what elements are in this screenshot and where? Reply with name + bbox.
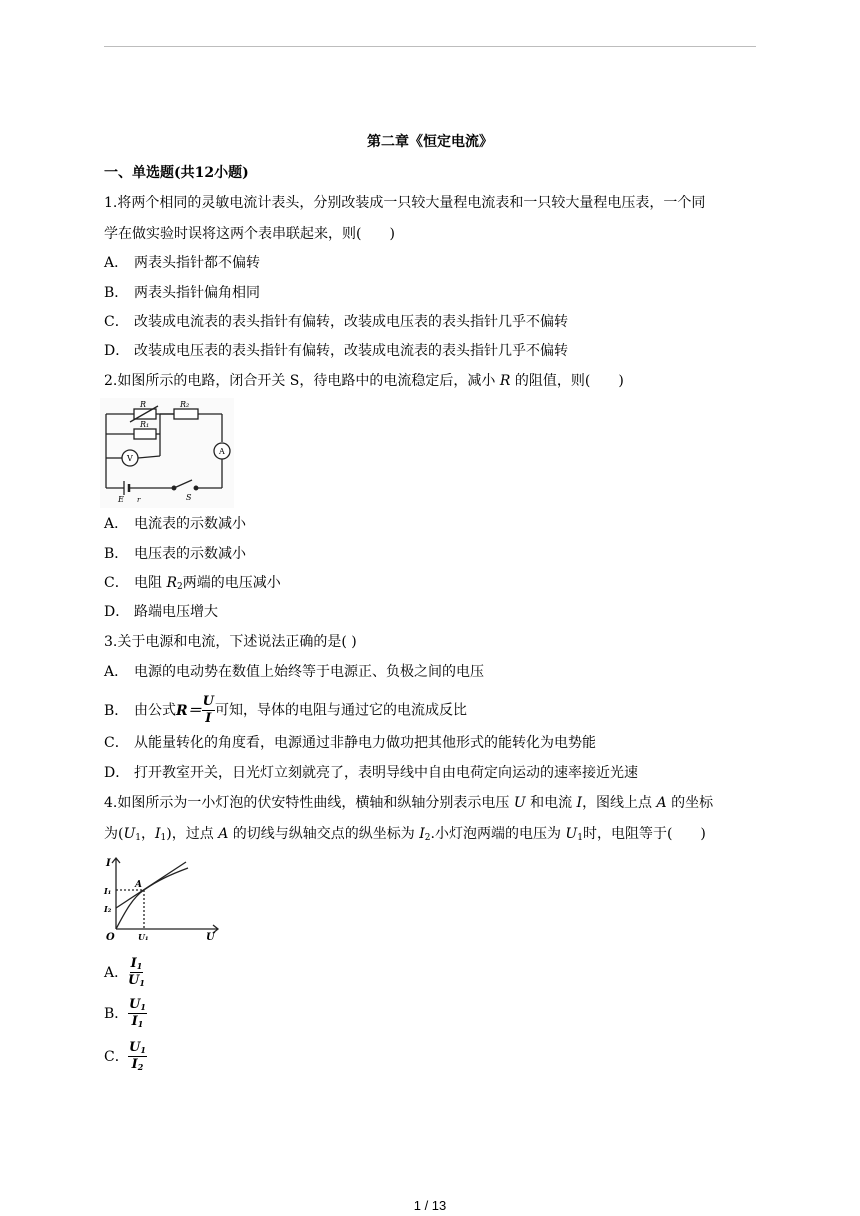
option-label: B． [104,702,129,719]
stem-var: U [513,795,526,811]
q3-stem: 3.关于电源和电流，下述说法正确的是( ) [104,634,357,650]
option-text: 打开教室开关，日光灯立刻就亮了，表明导线中自由电荷定向运动的速率接近光速 [134,765,638,781]
option-label: A． [104,964,129,981]
option-label: C． [104,575,129,591]
option-label: D． [104,604,130,620]
q2-option-a [104,514,246,534]
option-text: 改装成电压表的表头指针有偏转，改装成电流表的表头指针几乎不偏转 [134,343,568,359]
stem-sub: 1 [160,833,167,843]
fraction-var: U [129,997,141,1012]
option-text: 电源的电动势在数值上始终等于电源正、负极之间的电压 [134,664,484,680]
q1-stem-line2: 学在做实验时误将这两个表串联起来，则( ) [104,226,395,242]
option-label: B． [104,1005,129,1022]
option-text: 电流表的示数减小 [134,516,246,532]
q2-stem [104,371,624,391]
page-number: 1 / 13 [413,1198,447,1213]
stem-text: 的坐标 [666,795,714,811]
stem-text: )，过点 [166,826,219,842]
option-text-post: 两端的电压减小 [182,575,281,591]
tick-i2: I₂ [104,904,112,914]
stem-text: 4.如图所示为一小灯泡的伏安特性曲线，横轴和纵轴分别表示电压 [104,795,514,811]
page-title: 第二章《恒定电流》 [367,134,493,150]
option-text: 路端电压增大 [134,604,218,620]
option-text: 两表头指针偏角相同 [134,285,260,301]
stem-text: ， [141,826,156,842]
formula-denominator: I [205,711,212,726]
option-text-post: 可知，导体的电阻与通过它的电流成反比 [214,702,467,719]
q1-option-a [104,253,260,273]
stem-var: I [155,826,161,842]
label-r1: R₁ [140,420,150,429]
option-label: D． [104,343,130,359]
option-label: C． [104,735,129,751]
q2-option-b [104,544,246,564]
fraction-sub: 2 [137,1062,144,1072]
fraction-sub: 1 [140,1045,146,1055]
fraction-var: U [128,973,140,988]
q1-option-b [104,283,260,303]
q1-option-c [104,312,568,332]
stem-var: A [656,795,667,811]
fraction-var: U [129,1040,141,1055]
stem-sub: 1 [135,833,142,843]
label-switch: S [186,493,192,502]
option-label: B． [104,285,129,301]
fraction-denominator [132,1057,144,1073]
q3-option-a [104,662,484,682]
stem-var: I [576,795,583,811]
q3-option-d [104,763,638,783]
label-voltmeter: V [127,454,133,463]
fraction-denominator [128,973,145,989]
label-r: R [140,400,147,409]
stem-sub: 1 [577,833,583,843]
label-r2: R₂ [180,400,190,409]
option-text: 改装成电流表的表头指针有偏转，改装成电压表的表头指针几乎不偏转 [134,314,568,330]
q1-option-d [104,341,568,361]
option-text: 两表头指针都不偏转 [134,255,260,271]
option-label: C． [104,1048,129,1065]
fraction-var: I [130,956,137,971]
section-heading: 一、单选题(共12小题) [104,165,249,181]
fraction-denominator [132,1014,144,1030]
origin-label: O [106,932,115,943]
q2-stem-post: 的阻值，则( ) [510,373,624,389]
fraction-sub: 1 [136,961,143,971]
option-label: A． [104,255,129,271]
point-a-label: A [135,880,142,890]
option-subscript: 2 [177,582,183,592]
option-label: B． [104,546,129,562]
q2-option-c [104,573,281,593]
q2-option-d [104,602,218,622]
fraction-u1-over-i1 [128,997,147,1030]
stem-var: A [218,826,229,842]
axis-label-u: U [206,932,215,943]
fraction-numerator [130,956,144,973]
tick-u1: U₁ [138,932,149,942]
option-label: A． [104,664,129,680]
formula-numerator: U [202,694,214,709]
q4-option-a [104,956,145,989]
stem-var: U [123,826,136,842]
option-var: R [166,575,177,591]
option-label: C． [104,314,129,330]
q3-option-b [104,694,467,727]
q1-stem-line1: 1.将两个相同的灵敏电流计表头，分别改装成一只较大量程电流表和一只较大量程电压表，一个同 [104,195,706,211]
stem-sub: 2 [424,833,431,843]
q4-option-b [104,997,147,1030]
option-label: D． [104,765,130,781]
formula-r-equals-u-over-i [176,694,215,727]
label-r-internal: r [137,496,141,504]
stem-text: 和电流 [525,795,577,811]
stem-text: 时，电阻等于( ) [582,826,706,842]
stem-var: U [565,826,578,842]
option-text-pre: 由公式 [134,702,176,719]
q2-stem-var: R [499,373,511,389]
fraction-var: I [131,1057,138,1072]
stem-var: I [419,826,425,842]
fraction-sub: 1 [140,1002,146,1012]
stem-text: .小灯泡两端的电压为 [430,826,566,842]
label-e: E [118,495,124,504]
option-text: 电压表的示数减小 [134,546,246,562]
label-ammeter: A [219,447,225,456]
stem-text: 为( [104,826,124,842]
q4-option-c [104,1040,147,1073]
option-text: 从能量转化的角度看，电源通过非静电力做功把其他形式的能转化为电势能 [134,735,596,751]
option-label: A． [104,516,129,532]
q4-stem-line1 [104,793,713,813]
stem-text: 的切线与纵轴交点的纵坐标为 [228,826,420,842]
fraction-numerator [128,997,147,1014]
option-text-pre: 电阻 [134,575,167,591]
fraction-i1-over-u1 [128,956,145,989]
fraction-u1-over-i2 [128,1040,147,1073]
fraction-sub: 1 [137,1019,144,1029]
formula-lhs: R＝ [176,702,202,719]
header-rule [104,46,756,47]
fraction-var: I [131,1014,138,1029]
axis-label-i: I [106,858,111,869]
q3-option-c [104,733,596,753]
q2-stem-pre: 2.如图所示的电路，闭合开关 S，待电路中的电流稳定后，减小 [104,373,500,389]
q4-stem-line2 [104,824,706,844]
stem-text: ，图线上点 [582,795,657,811]
fraction-numerator [128,1040,147,1057]
tick-i1: I₁ [104,886,112,896]
q2-circuit-figure [100,398,234,508]
fraction-sub: 1 [139,978,145,988]
q4-iv-curve-figure [100,852,224,944]
